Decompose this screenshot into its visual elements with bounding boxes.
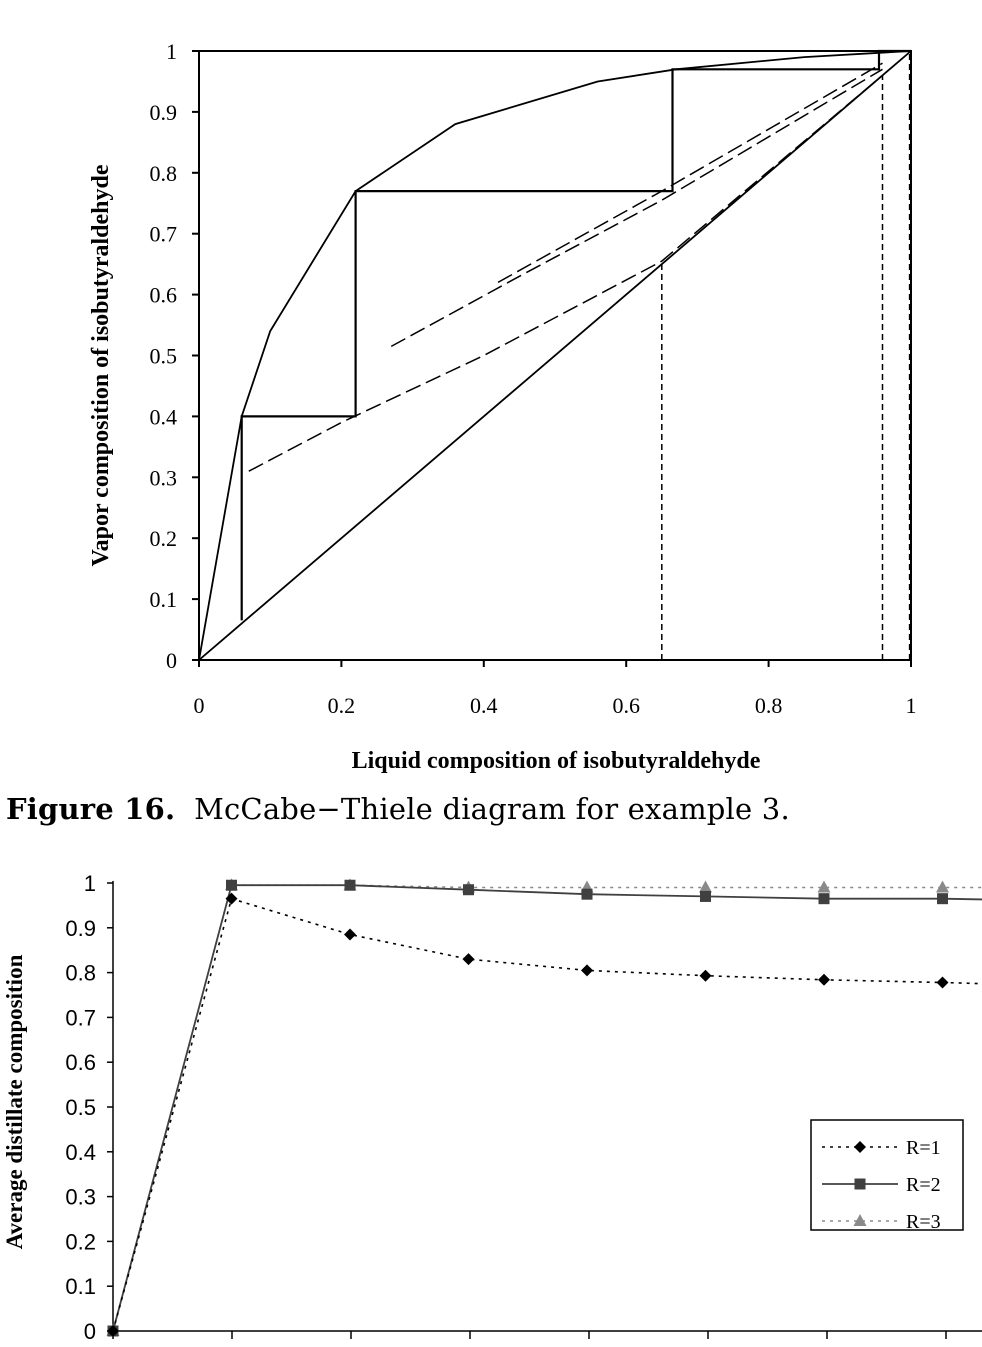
data-point-r2: [582, 889, 593, 900]
y-tick-label: 0.8: [149, 160, 177, 186]
y-tick-label: 0.6: [65, 1050, 96, 1076]
data-point-r1: [818, 974, 830, 986]
y-tick-label: 0.2: [149, 526, 177, 552]
figure-caption-text: McCabe−Thiele diagram for example 3.: [194, 792, 790, 826]
data-point-r2: [700, 891, 711, 902]
y-tick-label: 0.4: [149, 404, 177, 430]
legend-label: R=2: [906, 1174, 941, 1196]
data-point-r2: [345, 880, 356, 891]
figure-caption: [6, 792, 790, 826]
data-point-r3: [818, 880, 831, 892]
x-tick-label: 0.6: [612, 693, 640, 718]
legend-label: R=1: [906, 1137, 941, 1159]
data-point-r1: [937, 976, 949, 988]
x-tick-label: 1: [905, 693, 917, 718]
x-tick-label: 0: [193, 693, 205, 718]
data-point-r1: [463, 953, 475, 965]
data-point-r2: [226, 880, 237, 891]
distillate-composition-chart: [2, 871, 982, 1344]
data-point-r2: [937, 893, 948, 904]
y-tick-label: 0.2: [65, 1229, 96, 1255]
series-line-1: [199, 51, 911, 660]
y-tick-label: 0.9: [65, 915, 96, 941]
figure-caption-label: Figure 16.: [6, 792, 176, 826]
y-tick-label: 0.6: [149, 282, 177, 308]
y-tick-label: 0.5: [149, 343, 177, 369]
series-line-r3: [113, 885, 982, 1331]
data-point-r3: [699, 880, 712, 892]
x-tick-label: 0.2: [327, 693, 356, 718]
y-tick-label: 0: [83, 1319, 96, 1344]
data-point-r2: [819, 893, 830, 904]
series-line-5: [391, 69, 882, 346]
y-tick-label: 0.9: [149, 99, 177, 125]
series-line-6: [498, 63, 883, 282]
y-tick-label: 0.1: [65, 1274, 96, 1300]
x-axis-label: Liquid composition of isobutyraldehyde: [351, 748, 761, 774]
y-tick-label: 0.4: [65, 1139, 96, 1165]
x-tick-label: 0.4: [470, 693, 498, 718]
y-tick-label: 0.1: [149, 587, 177, 613]
data-point-r2: [463, 884, 474, 895]
y-tick-label: 0.3: [149, 465, 177, 491]
y-tick-label: 0.3: [65, 1184, 96, 1210]
series-line-r1: [113, 899, 982, 1331]
data-point-r1: [344, 929, 356, 941]
y-tick-label: 0: [166, 648, 177, 673]
y-tick-label: 0.7: [65, 1005, 96, 1031]
y-tick-label: 0.5: [65, 1095, 96, 1120]
y-tick-label: 1: [83, 871, 96, 896]
legend: [811, 1120, 963, 1233]
series-line-r2: [113, 885, 982, 1331]
y-tick-label: 0.7: [149, 221, 177, 247]
legend-label: R=3: [906, 1211, 941, 1233]
series-line-4: [249, 75, 883, 471]
y-axis-label: Vapor composition of isobutyraldehyde: [88, 164, 114, 567]
y-tick-label: 1: [166, 39, 177, 64]
data-point-r1: [700, 970, 712, 982]
legend-marker: [855, 1179, 866, 1190]
x-tick-label: 0.8: [754, 693, 783, 718]
y-tick-label: 0.8: [65, 960, 96, 986]
y-axis-label: Average distillate composition: [2, 954, 27, 1250]
data-point-r1: [581, 964, 593, 976]
mccabe-thiele-chart: [88, 39, 917, 774]
data-point-r3: [936, 880, 949, 892]
